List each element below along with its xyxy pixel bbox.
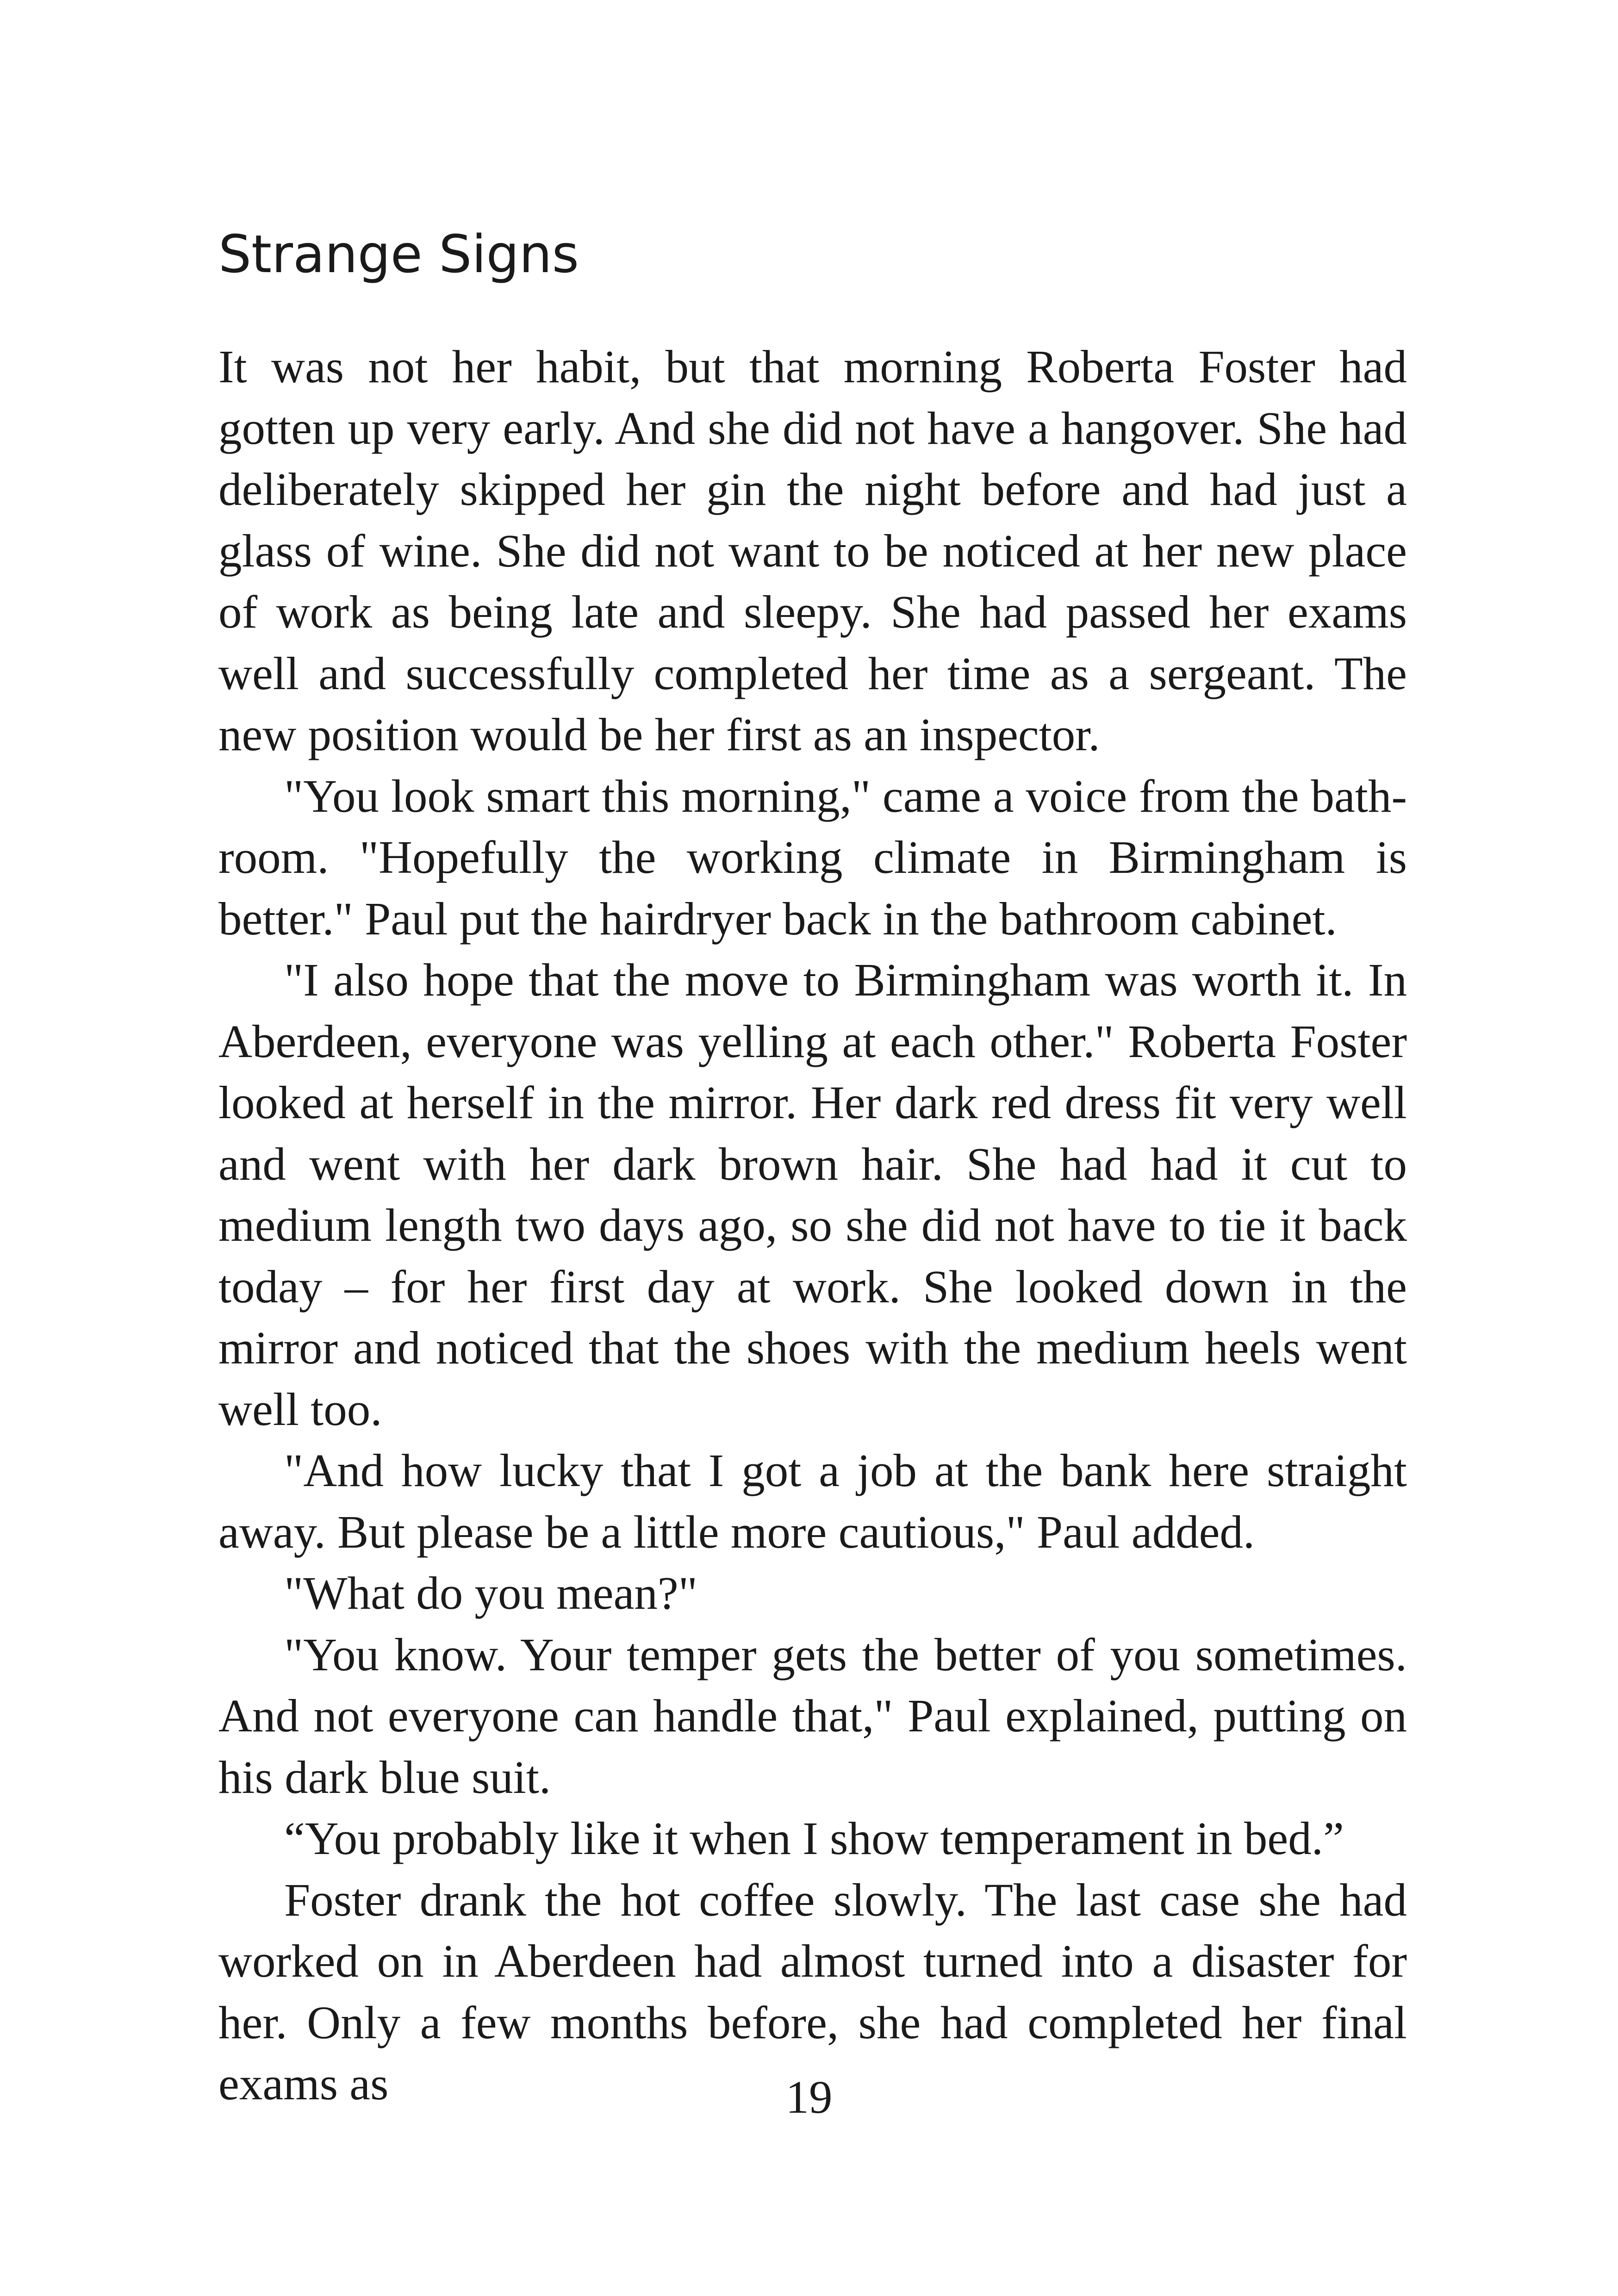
page-number: 19 [785,2071,833,2123]
body-text [218,336,1407,2115]
paragraph: "And how lucky that I got a job at the bank here straight away. But please be a little more cautious," Paul added. [218,1444,1407,1558]
paragraph: It was not her habit, but that morning Roberta Foster had gotten up very early. And she did not have a hangover. She had deliberately skipped her gin the night before and had just a glass of wine. She did not want to be noticed at her new place of work as being late and sleepy. She had passed her exams well and successfully completed her time as a sergeant. The new position would be her first as an inspector. [218,341,1407,760]
paragraph: "You look smart this morning," came a voice from the bathroom. "Hopefully the working climate in Birmingham is better." Paul put the hairdryer back in the bathroom cabinet. [218,770,1407,945]
paragraph: "I also hope that the move to Birmingham was worth it. In Aberdeen, everyone was yelling at each other." Roberta Foster looked at herself in the mirror. Her dark red dress fit very well and went with her dark brown hair. She had had it cut to medium length two days ago, so she did not have to tie it back today – for her first day at work. She looked down in the mirror and noticed that the shoes with the medium heels went well too. [218,954,1407,1435]
paragraph: Foster drank the hot coffee slowly. The last case she had worked on in Aberdeen had almost turned into a disaster for her. Only a few months before, she had completed her final exams as [218,1873,1407,2109]
paragraph: "What do you mean?" [284,1567,697,1619]
paragraph: "You know. Your temper gets the better of you sometimes. And not everyone can handle that," Paul explained, putting on his dark blue suit. [218,1628,1407,1803]
chapter-title: Strange Signs [218,224,579,285]
paragraph: “You probably like it when I show temperament in bed.” [284,1812,1344,1864]
